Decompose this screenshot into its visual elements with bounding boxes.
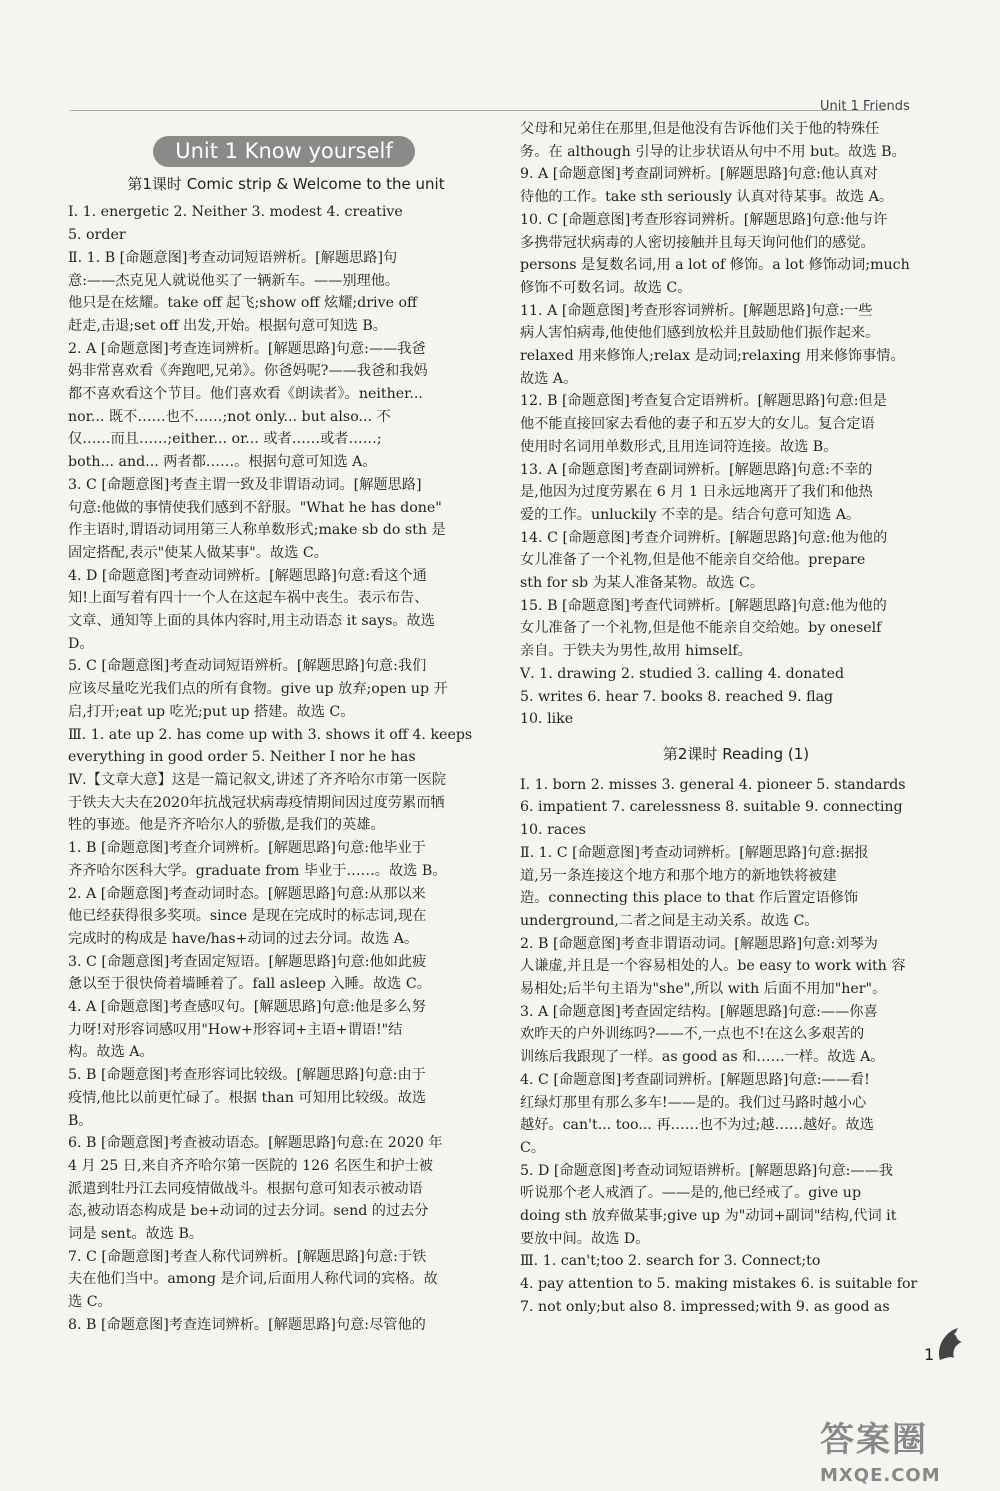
answer-line: 多携带冠状病毒的人密切接触并且每天询问他们的感觉。	[520, 234, 875, 251]
answer-line: 待他的工作。take sth seriously 认真对待某事。故选 A。	[520, 189, 894, 206]
answer-line: Ⅲ. 1. can't;too 2. search for 3. Connect;to	[520, 1253, 821, 1270]
answer-line: 力呀!对形容词感叹用"How+形容词+主语+谓语!"结	[68, 1021, 403, 1038]
answer-line: Ⅰ. 1. energetic 2. Neither 3. modest 4. creative	[68, 204, 403, 221]
answer-line: doing sth 放弃做某事;give up 为"动词+副词"结构,代词 it	[520, 1208, 897, 1225]
answer-line: 2. B [命题意图]考查非谓语动词。[解题思路]句意:刘琴为	[520, 935, 878, 952]
unit-title-banner: Unit 1 Know yourself	[153, 136, 415, 167]
answer-line: 仅……而且……;either... or... 或者……或者……;	[68, 431, 382, 448]
answer-line: 选 C。	[68, 1294, 112, 1311]
watermark-url: MXQE.COM	[820, 1465, 941, 1486]
answer-line: 道,另一条连接这个地方和那个地方的新地铁将被建	[520, 867, 837, 884]
answer-line: 5. D [命题意图]考查动词短语辨析。[解题思路]句意:——我	[520, 1162, 893, 1179]
answer-line: 启,打开;eat up 吃光;put up 搭建。故选 C。	[68, 703, 355, 720]
answer-line: 固定搭配,表示"使某人做某事"。故选 C。	[68, 544, 328, 561]
answer-line: 要放中间。故选 D。	[520, 1230, 650, 1247]
answer-line: 15. B [命题意图]考查代词辨析。[解题思路]句意:他为他的	[520, 597, 887, 614]
answer-line: 派遣到牡丹江去同疫情做战斗。根据句意可知表示被动语	[68, 1180, 423, 1197]
answer-line: B。	[68, 1112, 93, 1129]
right-column	[520, 118, 952, 1319]
answer-line: 齐齐哈尔医科大学。graduate from 毕业于……。故选 B。	[68, 862, 447, 879]
answer-line: 10. races	[520, 822, 586, 839]
answer-line: 训练后我跟现了一样。as good as 和……一样。故选 A。	[520, 1049, 885, 1066]
answer-line: 11. A [命题意图]考查形容词辨析。[解题思路]句意:一些	[520, 302, 873, 319]
answer-line: 13. A [命题意图]考查副词辨析。[解题思路]句意:不幸的	[520, 461, 873, 478]
answer-line: 使用时名词用单数形式,且用连词符连接。故选 B。	[520, 438, 838, 455]
answer-line: 女儿准备了一个礼物,但是他不能亲自交给他。prepare	[520, 552, 866, 569]
answer-line: 于铁夫大夫在2020年抗战冠状病毒疫情期间因过度劳累而牺	[68, 794, 445, 811]
answer-line: 易相处;后半句主语为"she",所以 with 后面不用加"her"。	[520, 981, 887, 998]
answer-line: sth for sb 为某人准备某物。故选 C。	[520, 575, 765, 592]
answer-line: 10. like	[520, 711, 574, 728]
answer-line: everything in good order 5. Neither I nor he has	[68, 749, 416, 766]
answer-line: 词是 sent。故选 B。	[68, 1226, 204, 1243]
answer-line: persons 是复数名词,用 a lot of 修饰。a lot 修饰动词;much	[520, 257, 910, 274]
answer-line: 8. B [命题意图]考查连词辨析。[解题思路]句意:尽管他的	[68, 1316, 426, 1333]
answer-line: 构。故选 A。	[68, 1044, 154, 1061]
answer-line: Ⅲ. 1. ate up 2. has come up with 3. shows it off 4. keeps	[68, 726, 473, 743]
answer-line: 应该尽量吃光我们点的所有食物。give up 放弃;open up 开	[68, 681, 448, 698]
answer-line: D。	[68, 635, 94, 652]
answer-line: 10. C [命题意图]考查形容词辨析。[解题思路]句意:他与许	[520, 211, 888, 228]
answer-line: underground,二者之间是主动关系。故选 C。	[520, 912, 819, 929]
answer-line: 2. A [命题意图]考查动词时态。[解题思路]句意:从那以来	[68, 885, 426, 902]
answer-line: 6. B [命题意图]考查被动语态。[解题思路]句意:在 2020 年	[68, 1135, 443, 1152]
answer-line: 5. order	[68, 227, 126, 244]
answer-line: 疫情,他比以前更忙碌了。根据 than 可知用比较级。故选	[68, 1089, 427, 1106]
answer-line: 7. not only;but also 8. impressed;with 9. as good as	[520, 1298, 890, 1315]
answer-line: 12. B [命题意图]考查复合定语辨析。[解题思路]句意:但是	[520, 393, 887, 410]
answer-line: 3. C [命题意图]考查固定短语。[解题思路]句意:他如此疲	[68, 953, 427, 970]
answer-line: 故选 A。	[520, 370, 578, 387]
answer-line: Ⅱ. 1. B [命题意图]考查动词短语辨析。[解题思路]句	[68, 249, 398, 266]
answer-line: 红绿灯那里有那么多车!——是的。我们过马路时越小心	[520, 1094, 867, 1111]
answer-line: Ⅱ. 1. C [命题意图]考查动词辨析。[解题思路]句意:据报	[520, 844, 869, 861]
answer-line: 6. impatient 7. carelessness 8. suitable 9. connecting	[520, 799, 903, 816]
answer-line: 惫以至于很快倚着墙睡着了。fall asleep 入睡。故选 C。	[68, 976, 431, 993]
answer-line: 4. A [命题意图]考查感叹句。[解题思路]句意:他是多么努	[68, 999, 426, 1016]
answer-line: 4. pay attention to 5. making mistakes 6. is suitable for	[520, 1276, 918, 1293]
answer-line: Ⅴ. 1. drawing 2. studied 3. calling 4. donated	[520, 665, 845, 682]
answer-line: 3. C [命题意图]考查主谓一致及非谓语动词。[解题思路]	[68, 476, 422, 493]
watermark	[820, 1412, 941, 1486]
answer-line: 父母和兄弟住在那里,但是他没有告诉他们关于他的特殊任	[520, 121, 880, 137]
answer-line: 完成时的构成是 have/has+动词的过去分词。故选 A。	[68, 930, 419, 947]
answer-line: 造。connecting this place to that 作后置定语修饰	[520, 890, 859, 907]
answer-line: 牲的事迹。他是齐齐哈尔人的骄傲,是我们的英雄。	[68, 817, 385, 834]
lesson-1-title: 第1课时 Comic strip & Welcome to the unit	[127, 174, 445, 193]
answer-line: 7. C [命题意图]考查人称代词辨析。[解题思路]句意:于铁	[68, 1248, 427, 1265]
running-header: Unit 1 Friends	[820, 99, 910, 114]
answer-line: 14. C [命题意图]考查介词辨析。[解题思路]句意:他为他的	[520, 529, 888, 546]
answer-line: 欢昨天的户外训练吗?——不,一点也不!在这么多艰苦的	[520, 1026, 865, 1043]
left-column	[68, 118, 504, 1337]
watermark-logo: 答案圈	[820, 1420, 928, 1460]
answer-line: 务。在 although 引导的让步状语从句中不用 but。故选 B。	[520, 143, 906, 160]
answer-line: 知!上面写着有四十一个人在这起车祸中丧生。表示布告、	[68, 590, 429, 607]
answer-line: Ⅰ. 1. born 2. misses 3. general 4. pioneer 5. standards	[520, 776, 906, 793]
answer-line: 他只是在炫耀。take off 起飞;show off 炫耀;drive off	[68, 295, 418, 312]
answer-line: 夫在他们当中。among 是介词,后面用人称代词的宾格。故	[68, 1271, 438, 1288]
answer-line: 赶走,击退;set off 出发,开始。根据句意可知选 B。	[68, 317, 387, 334]
answer-line: 病人害怕病毒,他使他们感到放松并且鼓励他们振作起来。	[520, 325, 880, 342]
right-answer-lines-a	[520, 118, 952, 731]
answer-line: 4. D [命题意图]考查动词辨析。[解题思路]句意:看这个通	[68, 567, 427, 584]
answer-line: 2. A [命题意图]考查连词辨析。[解题思路]句意:——我爸	[68, 340, 426, 357]
answer-line: 3. A [命题意图]考查固定结构。[解题思路]句意:——你喜	[520, 1003, 878, 1020]
answer-line: 意:——杰克见人就说他买了一辆新车。——别理他。	[68, 272, 400, 289]
answer-line: 都不喜欢看这个节目。他们喜欢看《朗读者》。neither...	[68, 386, 423, 403]
answer-line: 态,被动语态构成是 be+动词的过去分词。send 的过去分	[68, 1203, 429, 1220]
answer-line: relaxed 用来修饰人;relax 是动词;relaxing 用来修饰事情。	[520, 348, 905, 365]
right-answer-lines-b	[520, 774, 952, 1319]
answer-line: 9. A [命题意图]考查副词辨析。[解题思路]句意:他认真对	[520, 166, 878, 183]
answer-line: 他已经获得很多奖项。since 是现在完成时的标志词,现在	[68, 908, 427, 925]
answer-line: Ⅳ.【文章大意】这是一篇记叙文,讲述了齐齐哈尔市第一医院	[68, 771, 446, 788]
answer-line: 亲自。于铁夫为男性,故用 himself。	[520, 643, 752, 660]
answer-line: 人谦虚,并且是一个容易相处的人。be easy to work with 容	[520, 958, 906, 975]
answer-line: 4 月 25 日,来自齐齐哈尔第一医院的 126 名医生和护士被	[68, 1157, 433, 1174]
answer-line: 5. B [命题意图]考查形容词比较级。[解题思路]句意:由于	[68, 1067, 426, 1084]
answer-line: nor... 既不……也不……;not only... but also... 不	[68, 408, 391, 425]
answer-line: 听说那个老人戒酒了。——是的,他已经戒了。give up	[520, 1185, 862, 1202]
answer-line: 1. B [命题意图]考查介词辨析。[解题思路]句意:他毕业于	[68, 840, 426, 857]
lesson-2-title: 第2课时 Reading (1)	[662, 744, 810, 763]
dolphin-logo-icon	[932, 1320, 972, 1370]
answer-line: 句意:他做的事情使我们感到不舒服。"What he has done"	[68, 499, 442, 516]
answer-line: 越好。can't... too... 再……也不为过;越……越好。故选	[520, 1117, 874, 1134]
page-number: 1	[924, 1345, 935, 1364]
answer-line: 修饰不可数名词。故选 C。	[520, 279, 692, 296]
answer-line: 他不能直接回家去看他的妻子和五岁大的女儿。复合定语	[520, 416, 875, 433]
answer-line: 4. C [命题意图]考查副词辨析。[解题思路]句意:——看!	[520, 1071, 870, 1088]
answer-line: 5. writes 6. hear 7. books 8. reached 9. flag	[520, 688, 834, 705]
answer-line: 作主语时,谓语动词用第三人称单数形式;make sb do sth 是	[68, 522, 446, 539]
left-answer-lines	[68, 201, 504, 1336]
answer-line: 妈非常喜欢看《奔跑吧,兄弟》。你爸妈呢?——我爸和我妈	[68, 363, 428, 380]
answer-line: 女儿准备了一个礼物,但是他不能亲自交给她。by oneself	[520, 620, 882, 637]
answer-line: 是,他因为过度劳累在 6 月 1 日永远地离开了我们和他热	[520, 484, 873, 501]
answer-line: 文章、通知等上面的具体内容时,用主动语态 it says。故选	[68, 613, 435, 630]
answer-line: 爱的工作。unluckily 不幸的是。结合句意可知选 A。	[520, 506, 861, 523]
answer-line: 5. C [命题意图]考查动词短语辨析。[解题思路]句意:我们	[68, 658, 427, 675]
header-rule	[70, 110, 885, 111]
answer-line: C。	[520, 1139, 546, 1156]
answer-line: both... and... 两者都……。根据句意可知选 A。	[68, 454, 377, 471]
